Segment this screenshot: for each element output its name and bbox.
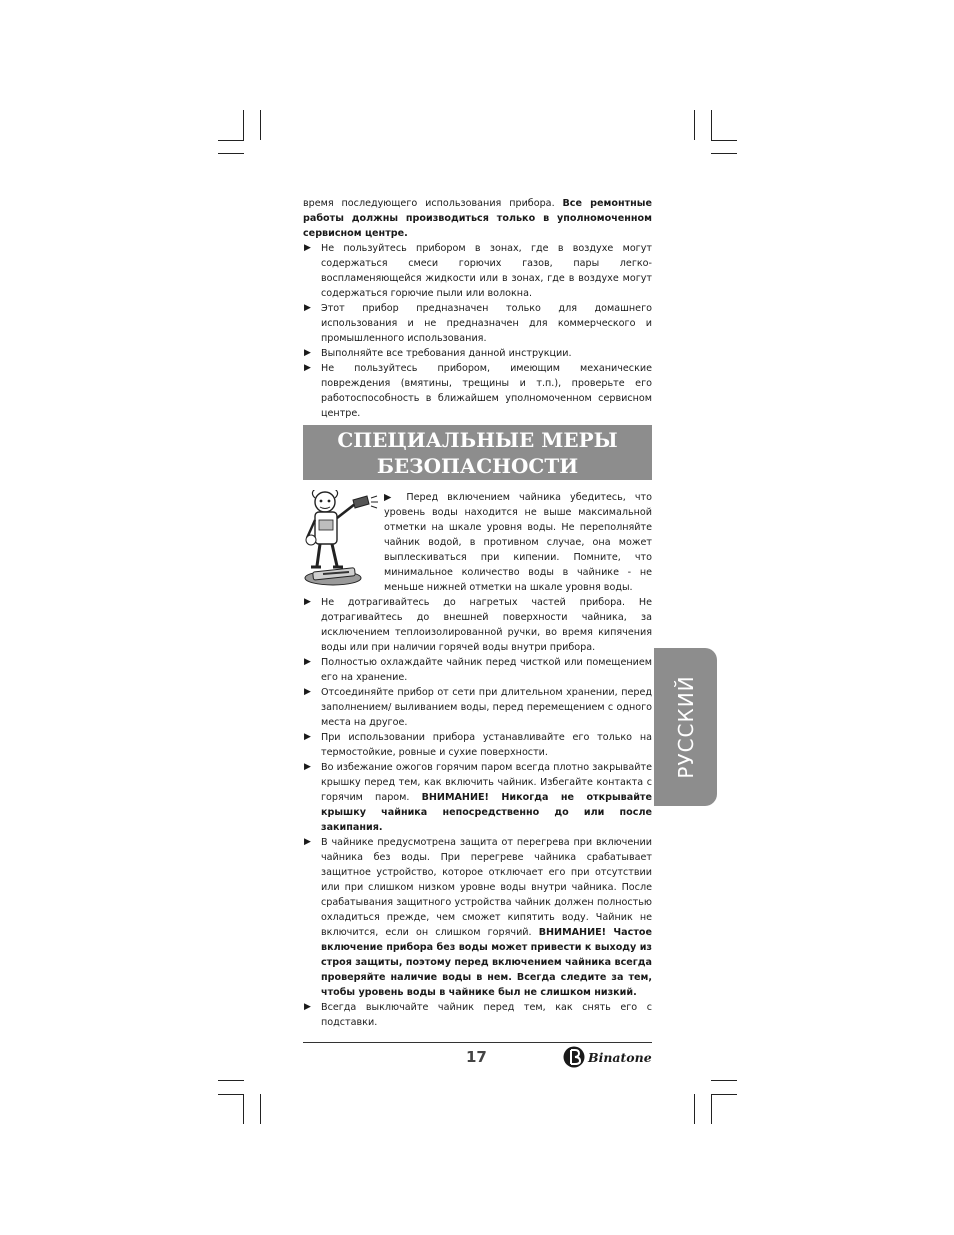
crop-mark (694, 110, 695, 140)
bullet-triangle-icon: ▶ (304, 363, 311, 373)
section-heading (303, 425, 652, 480)
bullet-triangle-icon: ▶ (384, 492, 398, 503)
overheat-warning: ВНИМАНИЕ! Частое включение прибора без воды может привести к выходу из строя защиты, поэтому перед включением чайника всегда проверяйте наличие воды в нем. Всегда следите за тем, чтобы уровень воды в чайнике был не слишком низкий. (321, 927, 652, 998)
bullet-triangle-icon: ▶ (304, 597, 311, 607)
crop-mark (260, 110, 261, 140)
crop-mark (694, 1094, 695, 1124)
list-item (303, 835, 652, 1000)
crop-mark (260, 1094, 261, 1124)
list-item-text: При использовании прибора устанавливайте его только на термостойкие, ровные и сухие поверхности. (321, 732, 652, 758)
list-item (303, 595, 652, 655)
crop-mark (243, 1094, 244, 1124)
crop-mark (711, 1080, 737, 1081)
crop-mark (711, 1094, 737, 1095)
intro-warning: Все ремонтные работы должны производиться только в уполномоченном сервисном центре. (303, 198, 652, 239)
steam-warning: ВНИМАНИЕ! Никогда не открывайте крышку чайника непосредственно до или после закипания. (321, 792, 652, 833)
list-item (303, 685, 652, 730)
section-heading-line1: СПЕЦИАЛЬНЫЕ МЕРЫ (337, 428, 618, 452)
brand-name: Binatone (588, 1049, 652, 1065)
bullet-triangle-icon: ▶ (304, 243, 311, 253)
list-item-text: Этот прибор предназначен только для домашнего использования и не предназначен для коммерческого и промышленного использования. (321, 303, 652, 344)
crop-mark (218, 1094, 244, 1095)
list-item (303, 346, 652, 361)
crop-mark (243, 110, 244, 140)
list-item-text: Полностью охлаждайте чайник перед чисткой или помещением его на хранение. (321, 657, 652, 683)
language-tab (654, 648, 717, 806)
list-item-text: Всегда выключайте чайник перед тем, как снять его с подставки. (321, 1002, 652, 1028)
list-item-text: Не пользуйтесь прибором, имеющим механические повреждения (вмятины, трещины и т.п.), проверьте его работоспособность в ближайшем уполномоченном сервисном центре. (321, 363, 652, 419)
bullet-triangle-icon: ▶ (304, 837, 311, 847)
list-item-text: Отсоединяйте прибор от сети при длительном хранении, перед заполнением/ выливанием воды, перед перемещением с одного места на другое. (321, 687, 652, 728)
bullet-triangle-icon: ▶ (304, 1002, 311, 1012)
list-item (303, 241, 652, 301)
list-item (303, 730, 652, 760)
footer-divider (303, 1042, 652, 1043)
illustrated-item-text-block (384, 490, 652, 595)
illustrated-item (303, 490, 652, 595)
list-item-text: Не пользуйтесь прибором в зонах, где в воздухе могут содержаться смеси горючих газов, пары легко-воспламеняющейся жидкости или в зонах, где в воздухе могут содержаться горючие пыли или волокна. (321, 243, 652, 299)
crop-mark (711, 140, 737, 141)
list-item-text: Во избежание ожогов горячим паром всегда плотно закрывайте крышку перед тем, как включить чайник. Избегайте контакта с горячим паром. (321, 762, 652, 803)
intro-text: время последующего использования прибора. (303, 198, 563, 209)
list-item (303, 1000, 652, 1030)
crop-mark (218, 153, 244, 154)
crop-mark (711, 110, 712, 140)
intro-paragraph (303, 196, 652, 241)
crop-mark (218, 1080, 244, 1081)
bullet-triangle-icon: ▶ (304, 762, 311, 772)
brand-logo (563, 1044, 652, 1070)
list-item-text: Перед включением чайника убедитесь, что уровень воды находится не выше максимальной отметки на шкале уровня воды. Не переполняйте чайник водой, в противном случае, она может выплескиваться при кипении. Помните, что минимальное количество воды в чайнике - не меньше нижней отметки на шкале уровня воды. (384, 492, 652, 593)
language-tab-label: РУССКИЙ (673, 675, 698, 779)
crop-mark (711, 153, 737, 154)
bullet-triangle-icon: ▶ (304, 687, 311, 697)
page-number: 17 (466, 1048, 487, 1066)
crop-mark (218, 140, 244, 141)
bullet-triangle-icon: ▶ (304, 657, 311, 667)
bullet-triangle-icon: ▶ (304, 348, 311, 358)
bullet-triangle-icon: ▶ (304, 732, 311, 742)
list-item-text: Не дотрагивайтесь до нагретых частей прибора. Не дотрагивайтесь до внешней поверхности чайника, за исключением теплоизолированной ручки, во время кипячения воды или при наличии горячей воды внутри прибора. (321, 597, 652, 653)
list-item (303, 655, 652, 685)
list-item (303, 361, 652, 421)
page-content (303, 196, 652, 1030)
section-heading-line2: БЕЗОПАСНОСТИ (376, 454, 579, 478)
binatone-logo-icon (563, 1045, 585, 1069)
list-item-text: Выполняйте все требования данной инструкции. (321, 348, 572, 359)
hot-kettle-warning-illustration (303, 490, 383, 588)
list-item (303, 301, 652, 346)
crop-mark (711, 1094, 712, 1124)
list-item (303, 760, 652, 835)
list-item-text: В чайнике предусмотрена защита от перегрева при включении чайника без воды. При перегреве чайника срабатывает защитное устройство, которое отключает его при отсутствии или при слишком низком уровне воды внутри чайника. После срабатывания защитного устройства чайник должен полностью охладиться прежде, чем сможет кипятить воду. Чайник не включится, если он слишком горячий. (321, 837, 652, 938)
bullet-triangle-icon: ▶ (304, 303, 311, 313)
